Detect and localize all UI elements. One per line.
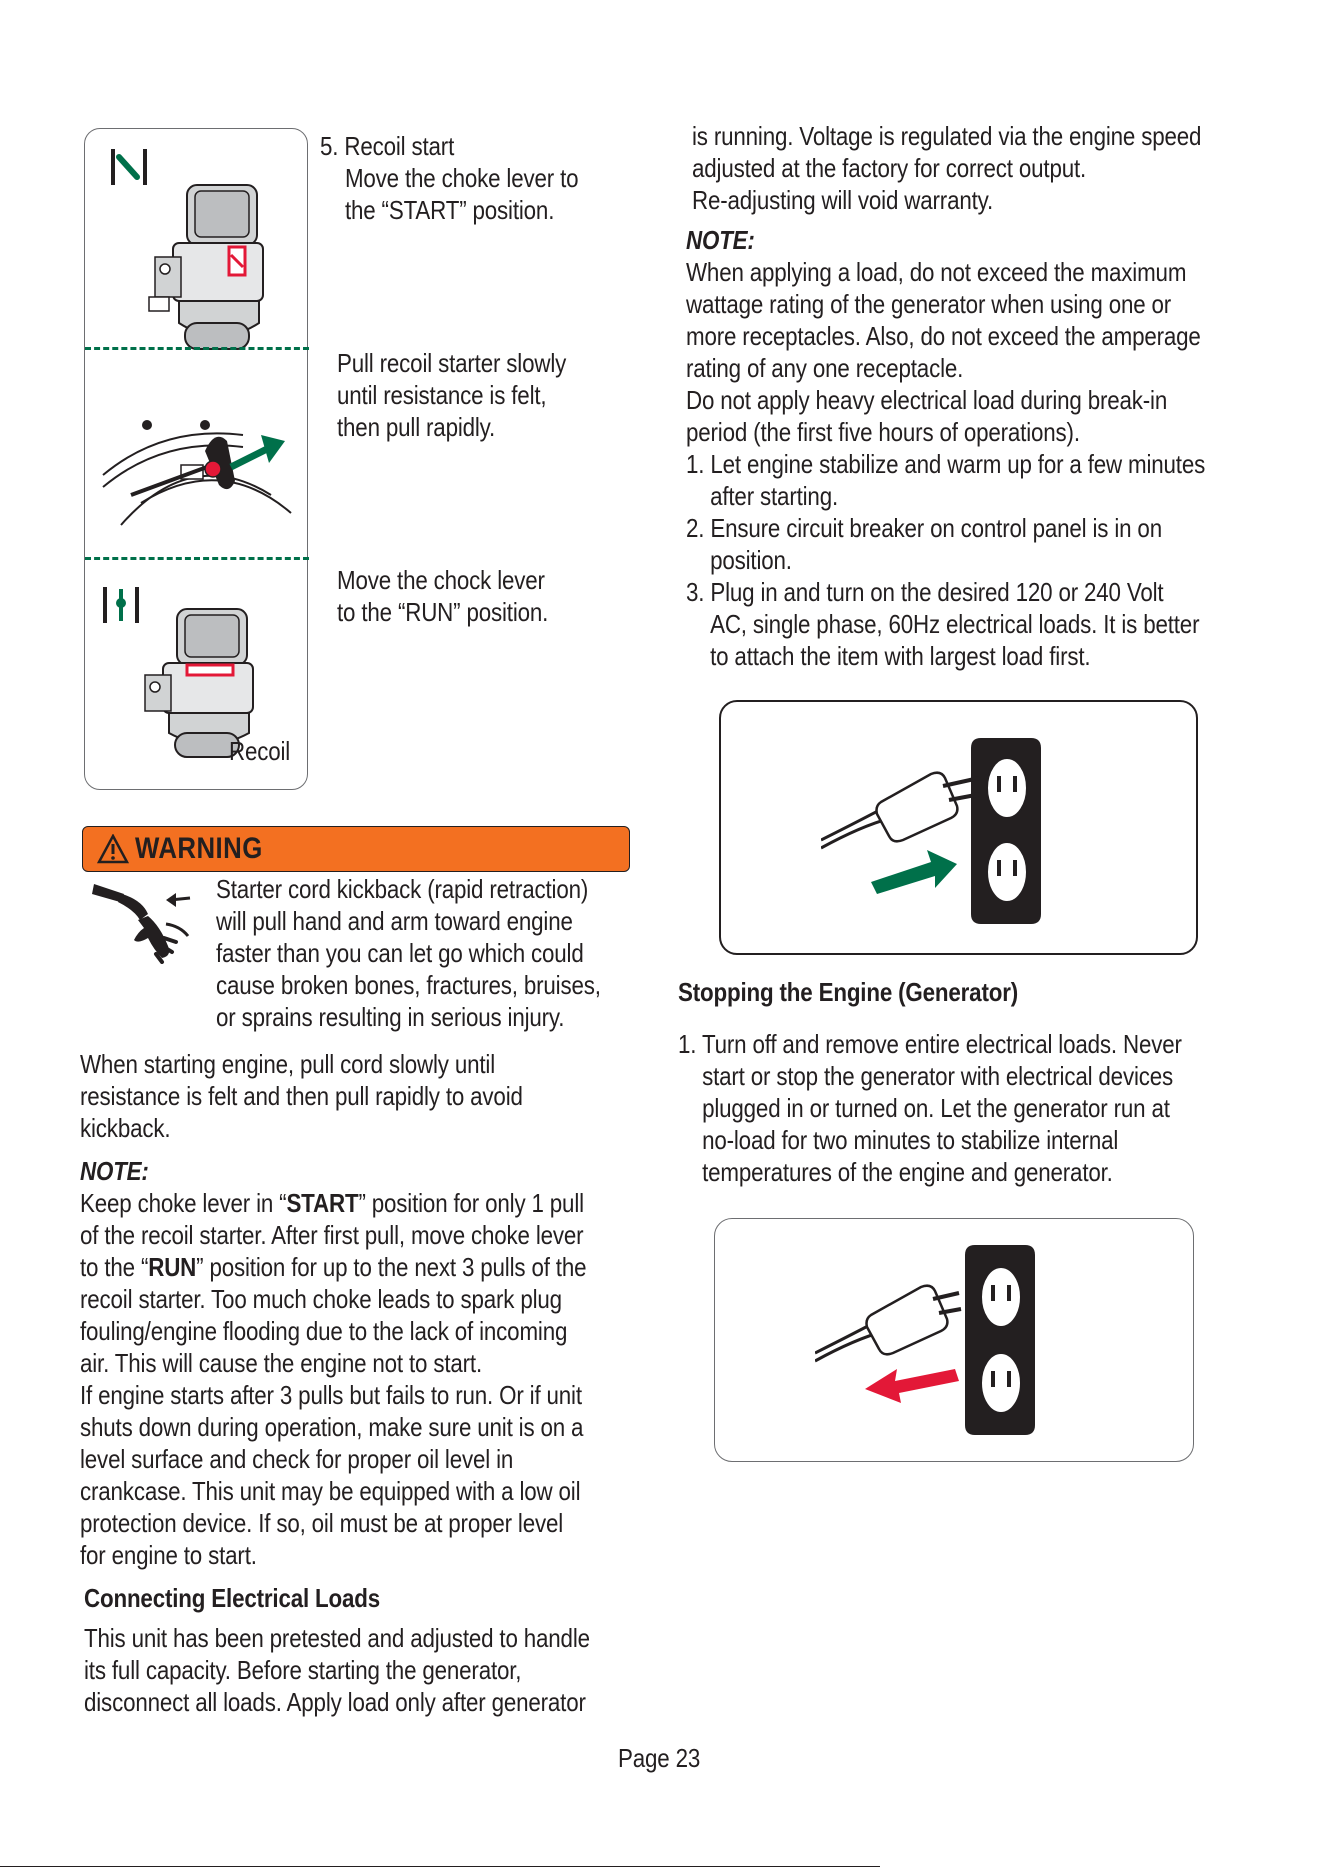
recoil-pull-illustration [101, 375, 301, 535]
warning-banner [82, 826, 630, 872]
text-line: crankcase. This unit may be equipped with a low oil [80, 1476, 581, 1506]
step-line: to attach the item with largest load first. [710, 641, 1091, 671]
choke-note [80, 1155, 586, 1571]
text-span: to the “ [80, 1252, 149, 1282]
text-line [80, 1187, 586, 1219]
step-line: AC, single phase, 60Hz electrical loads. It is better [710, 609, 1200, 639]
step-line: Pull recoil starter slowly [337, 348, 567, 378]
step-title: 5. Recoil start [320, 131, 455, 161]
pull-step-text [337, 347, 566, 443]
step-line: after starting. [710, 481, 839, 511]
step-line: to the “RUN” position. [337, 597, 549, 627]
text-line: resistance is felt and then pull rapidly to avoid [80, 1081, 523, 1111]
text-line: of the recoil starter. After first pull, move choke lever [80, 1220, 584, 1250]
text-line: disconnect all loads. Apply load only after generator [84, 1687, 586, 1717]
step-line: the “START” position. [344, 195, 555, 225]
text-line: wattage rating of the generator when using one or [686, 289, 1172, 319]
divider [85, 557, 309, 560]
text-line: adjusted at the factory for correct output. [692, 153, 1087, 183]
text-line: This unit has been pretested and adjusted to handle [84, 1623, 590, 1653]
warning-line: or sprains resulting in serious injury. [216, 1002, 565, 1032]
page-number-text: Page 23 [618, 1743, 701, 1773]
text-line: recoil starter. Too much choke leads to spark plug [80, 1284, 562, 1314]
divider [85, 347, 309, 350]
connecting-loads-section [84, 1582, 590, 1718]
step-line: 1. Turn off and remove entire electrical loads. Never [678, 1029, 1182, 1059]
text-line: for engine to start. [80, 1540, 257, 1570]
step-line: 1. Let engine stabilize and warm up for a few minutes [686, 449, 1206, 479]
text-line: shuts down during operation, make sure unit is on a [80, 1412, 584, 1442]
step-line: then pull rapidly. [337, 412, 496, 442]
warning-line: will pull hand and arm toward engine [216, 906, 573, 936]
text-span: Keep choke lever in “ [80, 1188, 287, 1218]
step-line: no-load for two minutes to stabilize internal [702, 1125, 1119, 1155]
note-label: NOTE: [80, 1156, 149, 1186]
warning-line: faster than you can let go which could [216, 938, 584, 968]
step-line: position. [710, 545, 792, 575]
text-line: Do not apply heavy electrical load during break-in [686, 385, 1168, 415]
section-heading: Connecting Electrical Loads [84, 1583, 381, 1613]
text-line: is running. Voltage is regulated via the engine speed [692, 121, 1202, 151]
stopping-section [678, 976, 1182, 1188]
page-number [618, 1742, 700, 1774]
text-line: kickback. [80, 1113, 171, 1143]
warning-text [216, 873, 601, 1033]
plug-in-illustration-box [719, 700, 1198, 955]
step-line: temperatures of the engine and generator. [702, 1157, 1113, 1187]
text-line: its full capacity. Before starting the generator, [84, 1655, 522, 1685]
start-emphasis: START [286, 1188, 359, 1218]
text-line: fouling/engine flooding due to the lack of incoming [80, 1316, 568, 1346]
recoil-start-panel [84, 128, 308, 790]
text-line: When applying a load, do not exceed the maximum [686, 257, 1187, 287]
text-line: protection device. If so, oil must be at proper level [80, 1508, 564, 1538]
step-line: 2. Ensure circuit breaker on control panel is in on [686, 513, 1162, 543]
step-line: Move the choke lever to [344, 163, 579, 193]
step-line: until resistance is felt, [337, 380, 547, 410]
text-line: period (the first five hours of operations). [686, 417, 1080, 447]
run-emphasis: RUN [148, 1252, 197, 1282]
text-line: rating of any one receptacle. [686, 353, 964, 383]
right-continuation [692, 120, 1201, 216]
carburetor-start-illustration [145, 177, 285, 361]
note-label: NOTE: [686, 225, 755, 255]
recoil-step-text [320, 130, 578, 226]
section-heading: Stopping the Engine (Generator) [678, 977, 1019, 1007]
recoil-label: Recoil [229, 736, 291, 766]
plug-in-illustration [821, 732, 1071, 927]
text-line: When starting engine, pull cord slowly until [80, 1049, 496, 1079]
load-note [686, 224, 1205, 672]
text-line: If engine starts after 3 pulls but fails to run. Or if unit [80, 1380, 582, 1410]
warning-line: cause broken bones, fractures, bruises, [216, 970, 601, 1000]
step-line: Move the chock lever [337, 565, 545, 595]
step-line: start or stop the generator with electrical devices [702, 1061, 1174, 1091]
bottom-rule [0, 1866, 880, 1867]
warning-title: WARNING [135, 832, 263, 865]
text-line: more receptacles. Also, do not exceed the amperage [686, 321, 1201, 351]
text-span: ” position for up to the next 3 pulls of the [196, 1252, 587, 1282]
step-line: plugged in or turned on. Let the generator run at [702, 1093, 1170, 1123]
warning-triangle-icon [97, 834, 129, 864]
text-line: air. This will cause the engine not to start. [80, 1348, 483, 1378]
step-line: 3. Plug in and turn on the desired 120 or 240 Volt [686, 577, 1164, 607]
text-span: ” position for only 1 pull [358, 1188, 584, 1218]
text-line: Re-adjusting will void warranty. [692, 185, 994, 215]
run-step-text [337, 564, 548, 628]
unplug-illustration-box [714, 1218, 1194, 1462]
kickback-paragraph [80, 1048, 523, 1144]
unplug-illustration [815, 1241, 1065, 1441]
kickback-hazard-icon [92, 880, 202, 964]
text-line [80, 1251, 586, 1283]
text-line: level surface and check for proper oil level in [80, 1444, 514, 1474]
warning-line: Starter cord kickback (rapid retraction) [216, 874, 589, 904]
